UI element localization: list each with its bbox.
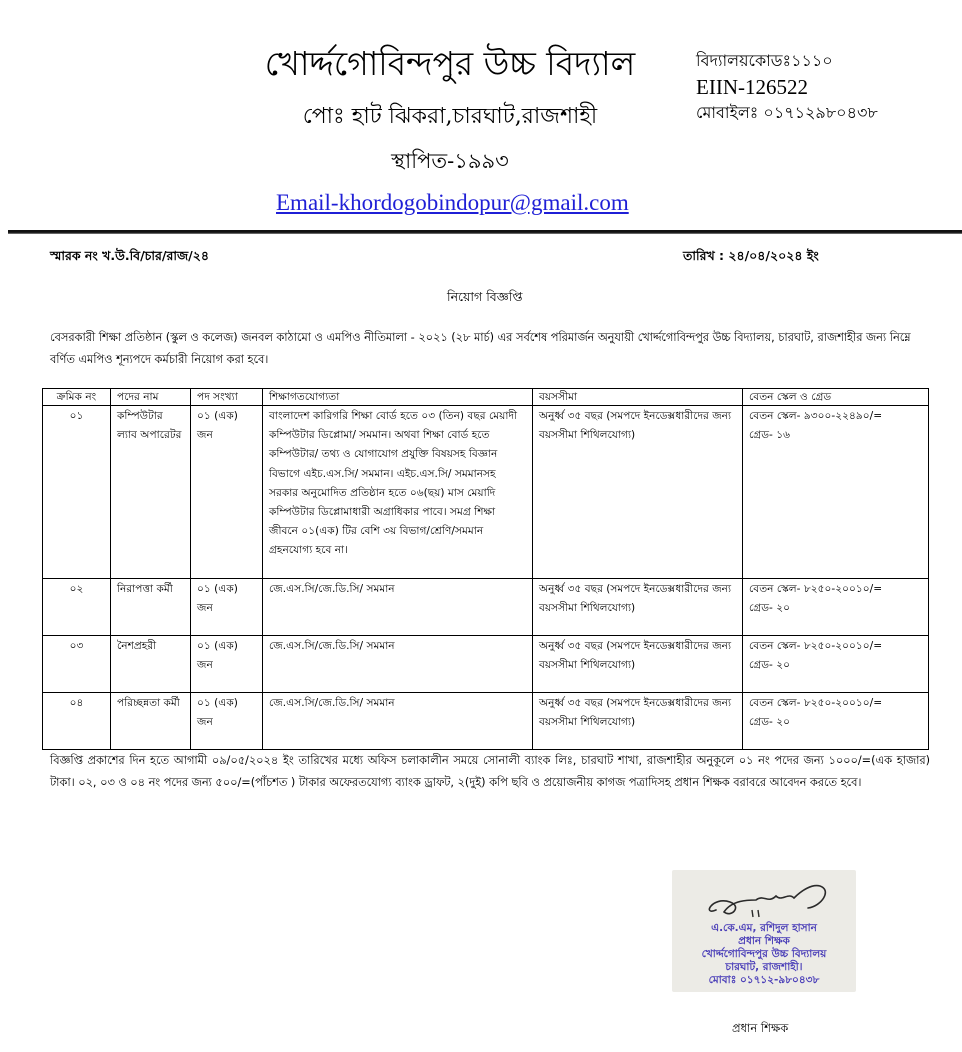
cell-scale [743, 636, 929, 693]
stamp-line: মোবাঃ ০১৭১২-৯৮০৪৩৮ [708, 974, 820, 986]
notice-title: নিয়োগ বিজ্ঞপ্তি [447, 289, 523, 304]
cell-count: ০১ (এক) জন [191, 693, 263, 750]
table-row [43, 579, 929, 636]
cell-serial: ০১ [43, 406, 111, 579]
cell-count: ০১ (এক) জন [191, 406, 263, 579]
cell-post: পরিচ্ছন্নতা কর্মী [111, 693, 191, 750]
memo-date: তারিখ : ২৪/০৪/২০২৪ ইং [683, 248, 819, 263]
application-notice: বিজ্ঞপ্তি প্রকাশের দিন হতে আগামী ০৯/০৫/২০২৪ ইং তারিখের মধ্যে অফিস চলাকালীন সময়ে সোনালী ব্যাংক লিঃ, চারঘাট শাখা, রাজশাহীর অনুকূলে ০১ নং পদের জন্য ১০০০/=(এক হাজার) টাকা। ০২, ০৩ ও ০৪ নং পদের জন্য ৫০০/=(পাঁচশত ) টাকার অফেরতযোগ্য ব্যাংক ড্রাফট, ২(দুই) কপি ছবি ও প্রয়োজনীয় কাগজ পত্রাদিসহ প্রধান শিক্ষক বরাবরে আবেদন করতে হবে। [50, 754, 930, 789]
memo-reference: স্মারক নং খ.উ.বি/চার/রাজ/২৪ [50, 248, 209, 263]
cell-scale [743, 579, 929, 636]
cell-scale [743, 693, 929, 750]
signatory-title: প্রধান শিক্ষক [732, 1021, 789, 1035]
email-link[interactable]: Email-khordogobindopur@gmail.com [276, 190, 629, 215]
cell-post: নিরাপত্তা কর্মী [111, 579, 191, 636]
header-age: বয়সসীমা [533, 389, 743, 406]
cell-age: অনুর্ধ্ব ৩৫ বছর (সমপদে ইনডেক্সধারীদের জন্য বয়সসীমা শিথিলযোগ্য) [533, 693, 743, 750]
table-row [43, 636, 929, 693]
grade: গ্রেড- ১৬ [749, 429, 790, 442]
pay-scale: বেতন স্কেল- ৮২৫০-২০০১০/= [749, 640, 883, 652]
table-row [43, 406, 929, 579]
school-code: বিদ্যালয়কোডঃ১১১০ [696, 51, 833, 70]
header-divider [8, 230, 962, 234]
eiin-number: EIIN-126522 [696, 75, 808, 99]
grade: গ্রেড- ২০ [749, 602, 790, 615]
cell-serial: ০২ [43, 579, 111, 636]
cell-count: ০১ (এক) জন [191, 636, 263, 693]
cell-post: কম্পিউটার ল্যাব অপারেটর [111, 406, 191, 579]
pay-scale: বেতন স্কেল- ৯৩০০-২২৪৯০/= [749, 410, 883, 422]
cell-qualification: বাংলাদেশ কারিগরি শিক্ষা বোর্ড হতে ০৩ (তিন) বছর মেয়াদী কম্পিউটার ডিপ্লোমা/ সমমান। অথবা শিক্ষা বোর্ড হতে কম্পিউটার/ তথ্য ও যোগাযোগ প্রযুক্তি বিষয়সহ বিজ্ঞান বিভাগে এইচ.এস.সি/ সমমান। এইচ.এস.সি/ সমমানসহ সরকার অনুমোদিত প্রতিষ্ঠান হতে ০৬(ছয়) মাস মেয়াদি কম্পিউটার ডিপ্লোমাধারী অগ্রাধিকার পাবে। সমগ্র শিক্ষা জীবনে ০১(এক) টির বেশি ৩য় বিভাগ/শ্রেণি/সমমান গ্রহনযোগ্য হবে না। [263, 406, 533, 579]
pay-scale: বেতন স্কেল- ৮২৫০-২০০১০/= [749, 697, 883, 709]
intro-paragraph: বেসরকারী শিক্ষা প্রতিষ্ঠান (স্কুল ও কলেজ) জনবল কাঠামো ও এমপিও নীতিমালা - ২০২১ (২৮ মার্চ) এর সর্বশেষ পরিমার্জন অনুযায়ী খোর্দ্দগোবিন্দপুর উচ্চ বিদ্যালয়, চারঘাট, রাজশাহীর জন্য নিম্নে বর্ণিত এমপিও শূন্যপদে কর্মচারী নিয়োগ করা হবে। [50, 331, 911, 366]
cell-qualification: জে.এস.সি/জে.ডি.সি/ সমমান [263, 579, 533, 636]
table-row [43, 693, 929, 750]
established-year: স্থাপিত-১৯৯৩ [391, 149, 509, 173]
cell-serial: ০৩ [43, 636, 111, 693]
stamp-line: খোর্দ্দগোবিন্দপুর উচ্চ বিদ্যালয় [701, 948, 827, 960]
cell-count: ০১ (এক) জন [191, 579, 263, 636]
cell-age: অনুর্ধ্ব ৩৫ বছর (সমপদে ইনডেক্সধারীদের জন্য বয়সসীমা শিথিলযোগ্য) [533, 636, 743, 693]
header-scale: বেতন স্কেল ও গ্রেড [743, 389, 929, 406]
cell-scale [743, 406, 929, 579]
stamp-line: চারঘাট, রাজশাহী। [725, 961, 803, 973]
cell-age: অনুর্ধ্ব ৩৫ বছর (সমপদে ইনডেক্সধারীদের জন্য বয়সসীমা শিথিলযোগ্য) [533, 579, 743, 636]
school-address: পোঃ হাট ঝিকরা,চারঘাট,রাজশাহী [302, 104, 598, 129]
cell-age: অনুর্ধ্ব ৩৫ বছর (সমপদে ইনডেক্সধারীদের জন্য বয়সসীমা শিথিলযোগ্য) [533, 406, 743, 579]
stamp-text [672, 922, 856, 987]
header-post: পদের নাম [111, 389, 191, 406]
cell-qualification: জে.এস.সি/জে.ডি.সি/ সমমান [263, 693, 533, 750]
header-qualification: শিক্ষাগতযোগ্যতা [263, 389, 533, 406]
pay-scale: বেতন স্কেল- ৮২৫০-২০০১০/= [749, 583, 883, 595]
header-serial: ক্রমিক নং [43, 389, 111, 406]
school-name: খোর্দ্দগোবিন্দপুর উচ্চ বিদ্যাল [264, 44, 636, 83]
mobile-number: মোবাইলঃ ০১৭১২৯৮০৪৩৮ [696, 103, 878, 122]
signature-stamp-image [672, 870, 856, 992]
cell-post: নৈশপ্রহরী [111, 636, 191, 693]
stamp-line: এ.কে.এম, রশিদুল হাসান [711, 922, 817, 934]
grade: গ্রেড- ২০ [749, 716, 790, 729]
header-count: পদ সংখ্যা [191, 389, 263, 406]
vacancy-table [42, 388, 929, 750]
table-header-row [43, 389, 929, 406]
grade: গ্রেড- ২০ [749, 659, 790, 672]
school-info [696, 48, 878, 126]
signature-icon [672, 870, 856, 930]
cell-qualification: জে.এস.সি/জে.ডি.সি/ সমমান [263, 636, 533, 693]
stamp-line: প্রধান শিক্ষক [738, 935, 790, 947]
cell-serial: ০৪ [43, 693, 111, 750]
